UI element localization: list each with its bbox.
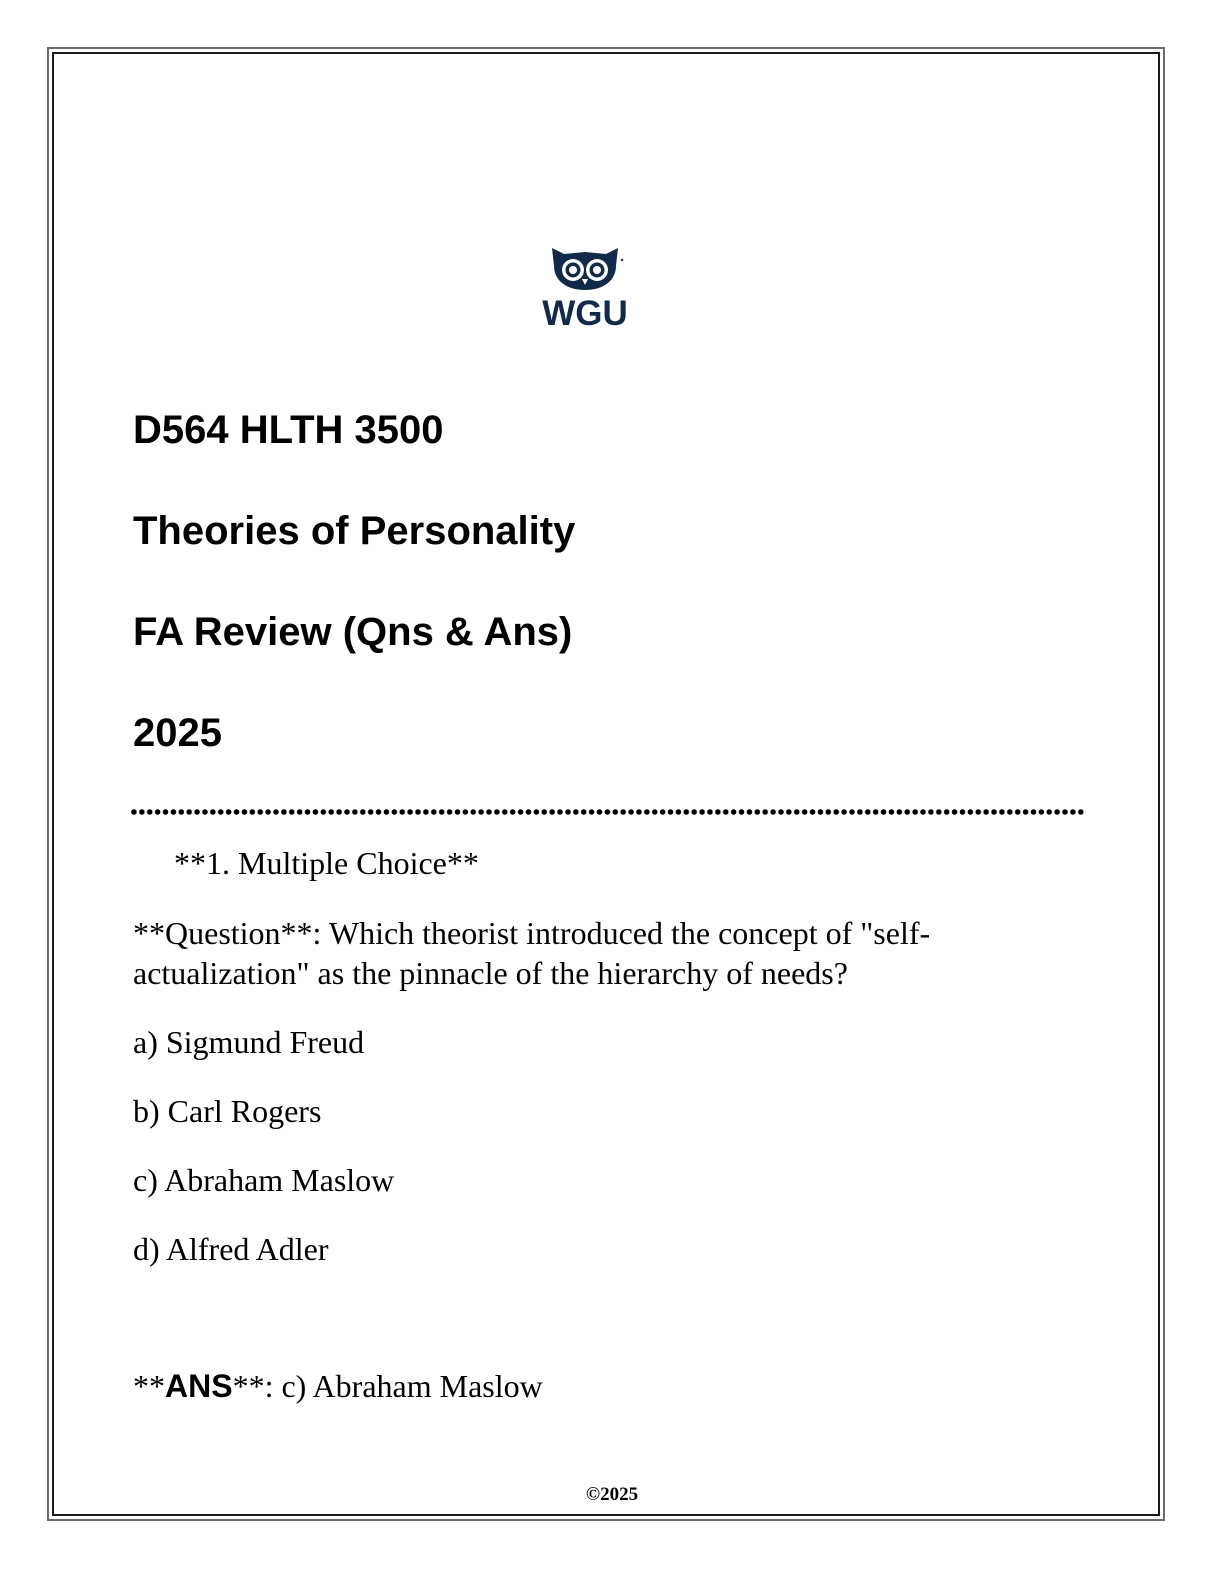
answer-label: ANS	[165, 1368, 233, 1404]
answer-text: **: c) Abraham Maslow	[232, 1368, 543, 1404]
question-text-line2: actualization" as the pinnacle of the hierarchy of needs?	[133, 955, 848, 991]
section-title: **1. Multiple Choice**	[174, 845, 479, 881]
document-year: 2025	[133, 711, 222, 755]
answer-prefix: **	[133, 1368, 165, 1404]
course-title: Theories of Personality	[133, 509, 576, 553]
copyright-footer: ©2025	[585, 1484, 639, 1505]
option-a: a) Sigmund Freud	[133, 1024, 365, 1060]
document-type: FA Review (Qns & Ans)	[133, 610, 573, 654]
answer-line	[133, 1368, 543, 1405]
course-code: D564 HLTH 3500	[133, 408, 444, 452]
wgu-logo	[530, 244, 640, 336]
owl-icon	[530, 244, 640, 294]
option-b: b) Carl Rogers	[133, 1093, 322, 1129]
option-c: c) Abraham Maslow	[133, 1162, 395, 1198]
option-d: d) Alfred Adler	[133, 1231, 329, 1267]
question-text-line1: **Question**: Which theorist introduced the concept of "self-	[133, 915, 931, 951]
dotted-divider	[130, 808, 1084, 816]
logo-wordmark: WGU	[542, 294, 628, 333]
